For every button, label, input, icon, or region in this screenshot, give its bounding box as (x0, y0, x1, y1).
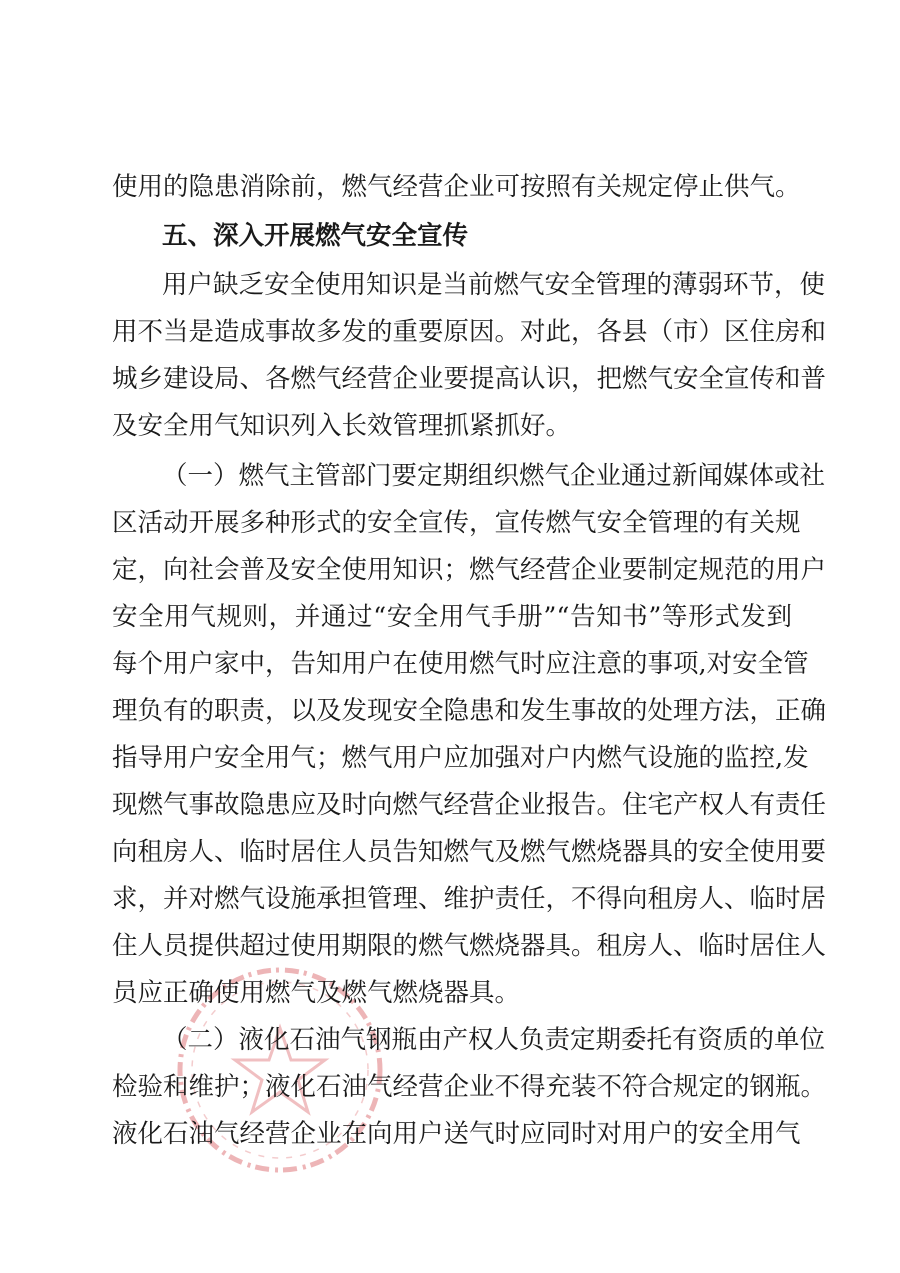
text-line: （二）液化石油气钢瓶由产权人负责定期委托有资质的单位 (162, 1025, 826, 1055)
section-heading: 五、深入开展燃气安全宣传 (162, 221, 469, 251)
text-line: 每个用户家中，告知用户在使用燃气时应注意的事项,对安全管 (112, 649, 809, 679)
text-line: 员应正确使用燃气及燃气燃烧器具。 (112, 978, 521, 1008)
text-line: 求，并对燃气设施承担管理、维护责任，不得向租房人、临时居 (112, 884, 827, 914)
text-line: 城乡建设局、各燃气经营企业要提高认识，把燃气安全宣传和普 (112, 364, 827, 394)
text-line: 用不当是造成事故多发的重要原因。对此，各县（市）区住房和 (112, 317, 827, 347)
text-line: （一）燃气主管部门要定期组织燃气企业通过新闻媒体或社 (162, 461, 826, 491)
text-line: 住人员提供超过使用期限的燃气燃烧器具。租房人、临时居住人 (112, 931, 827, 961)
text-line: 及安全用气知识列入长效管理抓紧抓好。 (112, 411, 572, 441)
text-line: 区活动开展多种形式的安全宣传，宣传燃气安全管理的有关规 (112, 508, 801, 538)
text-line: 定，向社会普及安全使用知识；燃气经营企业要制定规范的用户 (112, 555, 827, 585)
text-line: 用户缺乏安全使用知识是当前燃气安全管理的薄弱环节，使 (162, 270, 826, 300)
text-line: 液化石油气经营企业在向用户送气时应同时对用户的安全用气 (112, 1119, 801, 1149)
text-line: 向租房人、临时居住人员告知燃气及燃气燃烧器具的安全使用要 (112, 837, 827, 867)
text-line: 指导用户安全用气；燃气用户应加强对户内燃气设施的监控,发 (112, 743, 809, 773)
text-line: 理负有的职责，以及发现安全隐患和发生事故的处理方法，正确 (112, 696, 827, 726)
text-line: 使用的隐患消除前，燃气经营企业可按照有关规定停止供气。 (112, 172, 801, 202)
text-line: 现燃气事故隐患应及时向燃气经营企业报告。住宅产权人有责任 (112, 790, 827, 820)
text-line: 检验和维护；液化石油气经营企业不得充装不符合规定的钢瓶。 (112, 1072, 827, 1102)
text-line: 安全用气规则，并通过“安全用气手册”“告知书”等形式发到 (112, 602, 792, 632)
